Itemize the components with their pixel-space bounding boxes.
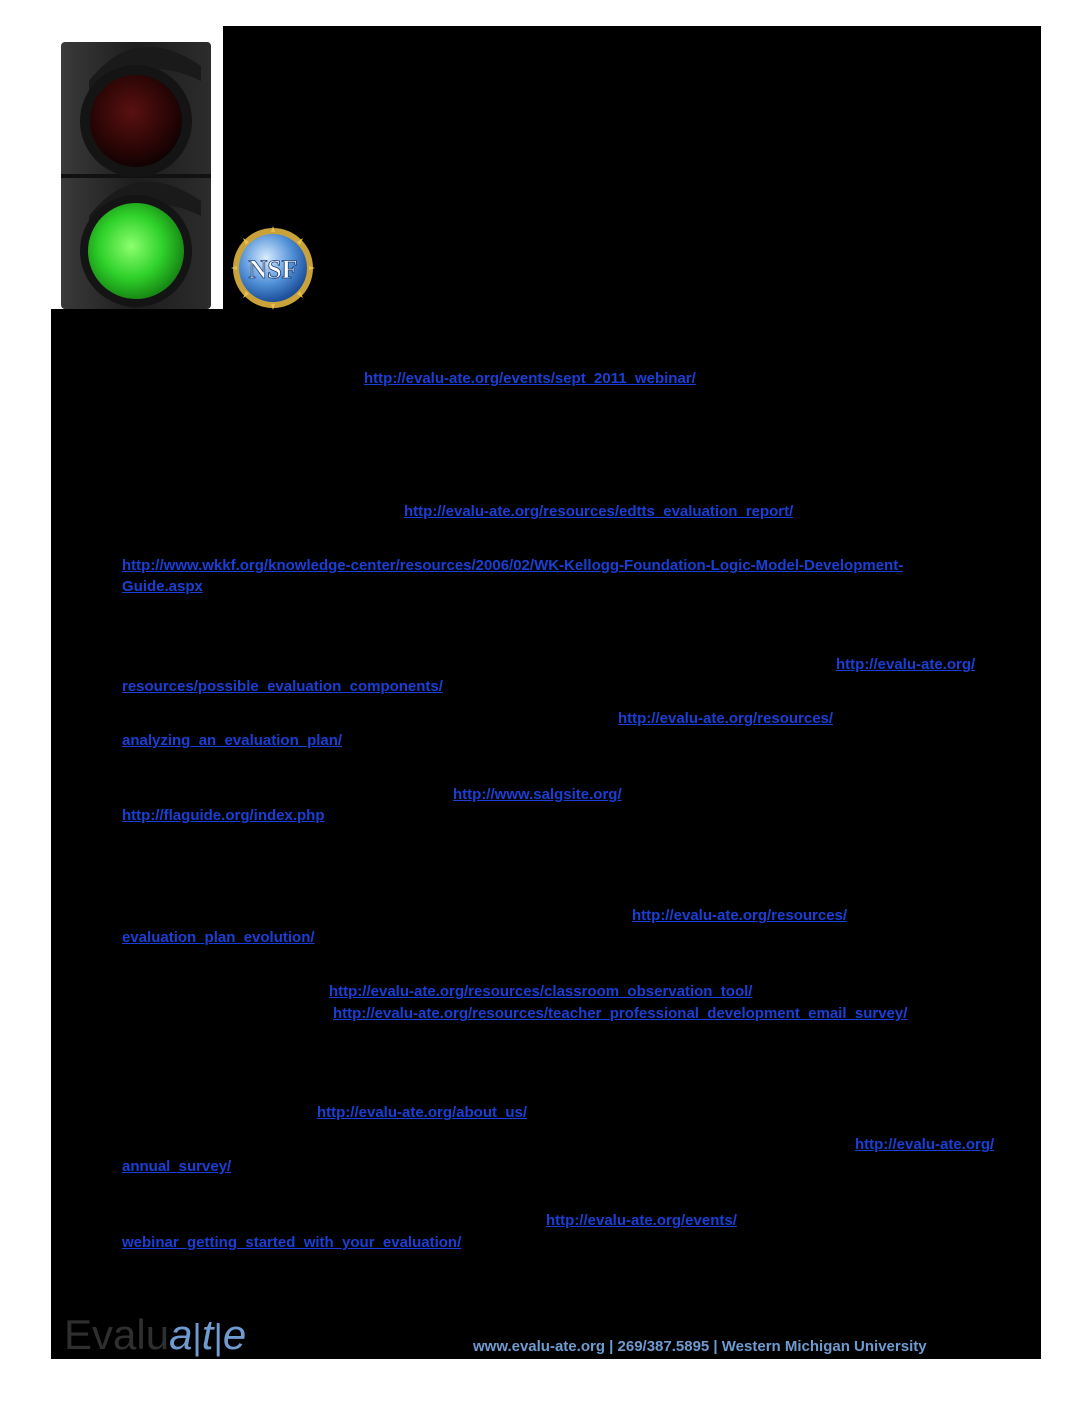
link-possible-evaluation-components[interactable]: http://evalu-ate.org/ [836, 656, 976, 673]
logo-text: Evalu [64, 1311, 170, 1358]
link-analyzing-evaluation-plan-cont[interactable]: analyzing_an_evaluation_plan/ [122, 732, 343, 749]
footer-contact-info: www.evalu-ate.org | 269/387.5895 | Western Michigan University [473, 1338, 927, 1355]
link-wkkf-logic-model-cont[interactable]: Guide.aspx [122, 578, 203, 595]
link-evaluation-plan-evolution-cont[interactable]: evaluation_plan_evolution/ [122, 929, 315, 946]
link-sept-2011-webinar[interactable]: http://evalu-ate.org/events/sept_2011_webinar/ [364, 370, 696, 387]
logo-divider: | [192, 1316, 202, 1357]
link-classroom-observation-tool[interactable]: http://evalu-ate.org/resources/classroom_observation_tool/ [329, 983, 753, 1000]
traffic-light-icon [51, 26, 223, 309]
link-flaguide[interactable]: http://flaguide.org/index.php [122, 807, 325, 824]
evaluate-logo [64, 1312, 246, 1360]
nsf-logo-icon [227, 224, 319, 312]
link-annual-survey[interactable]: http://evalu-ate.org/ [855, 1136, 995, 1153]
link-teacher-pd-email-survey[interactable]: http://evalu-ate.org/resources/teacher_professional_development_email_survey/ [333, 1005, 908, 1022]
logo-letter-e: e [222, 1311, 247, 1358]
svg-text:NSF: NSF [248, 255, 298, 284]
link-edtts-evaluation-report[interactable]: http://evalu-ate.org/resources/edtts_evaluation_report/ [404, 503, 794, 520]
link-about-us[interactable]: http://evalu-ate.org/about_us/ [317, 1104, 528, 1121]
link-getting-started-webinar[interactable]: http://evalu-ate.org/events/ [546, 1212, 737, 1229]
link-analyzing-evaluation-plan[interactable]: http://evalu-ate.org/resources/ [618, 710, 834, 727]
logo-letter-t: t [201, 1311, 214, 1358]
link-wkkf-logic-model[interactable]: http://www.wkkf.org/knowledge-center/resources/2006/02/WK-Kellogg-Foundation-Logic-Model-Development- [122, 557, 904, 574]
link-annual-survey-cont[interactable]: annual_survey/ [122, 1158, 232, 1175]
link-salgsite[interactable]: http://www.salgsite.org/ [453, 786, 622, 803]
link-possible-evaluation-components-cont[interactable]: resources/possible_evaluation_components/ [122, 678, 443, 695]
link-evaluation-plan-evolution[interactable]: http://evalu-ate.org/resources/ [632, 907, 848, 924]
link-getting-started-webinar-cont[interactable]: webinar_getting_started_with_your_evaluation/ [122, 1234, 462, 1251]
logo-letter-a: a [169, 1311, 193, 1358]
logo-divider: | [213, 1316, 223, 1357]
